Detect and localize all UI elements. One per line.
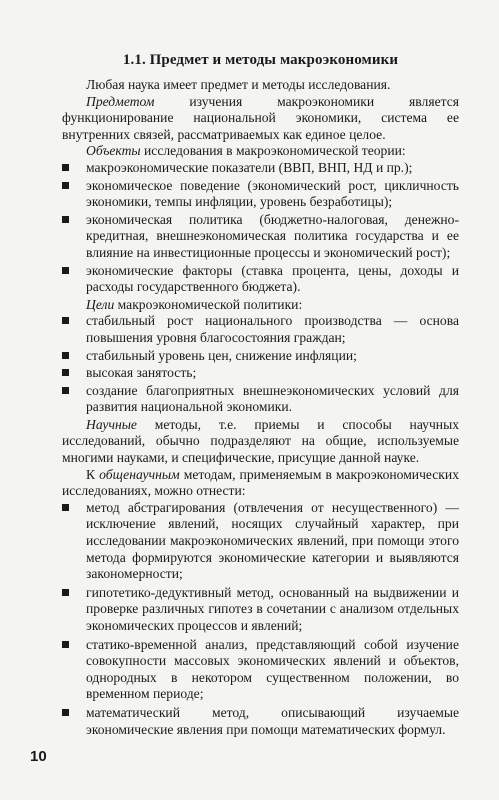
bullet-square-icon: [62, 317, 69, 324]
scientific-text: методы, т.е. приемы и способы научных исследований, обычно подразделяют на общие, используемые многими науками, и специфические, присущие данной науке.: [62, 416, 459, 466]
bullet-square-icon: [62, 267, 69, 274]
objects-list: [62, 160, 459, 296]
objects-paragraph: [62, 143, 459, 160]
section-title: 1.1. Предмет и методы макроэкономики: [122, 52, 399, 68]
list-item: гипотетико-дедуктивный метод, основанный на выдвижении и проверке различных гипотез в сочетании с анализом отдельных экономических процессов и явлений;: [62, 585, 459, 635]
goals-paragraph: [62, 297, 459, 314]
general-term: общенаучным: [99, 466, 180, 482]
bullet-square-icon: [62, 641, 69, 648]
objects-term: Объекты: [86, 143, 141, 159]
bullet-square-icon: [62, 589, 69, 596]
page-number: 10: [30, 748, 47, 765]
list-item: высокая занятость;: [62, 365, 459, 382]
scientific-term: Научные: [86, 416, 137, 432]
list-item: экономическое поведение (экономический рост, цикличность экономики, темпы инфляции, уровень безработицы);: [62, 178, 459, 211]
list-item: макроэкономические показатели (ВВП, ВНП, НД и пр.);: [62, 160, 459, 177]
bullet-square-icon: [62, 352, 69, 359]
subject-term: Предметом: [86, 93, 155, 109]
list-item: создание благоприятных внешнеэкономических условий для развития национальной экономики.: [62, 383, 459, 416]
general-paragraph: [62, 467, 459, 500]
bullet-square-icon: [62, 387, 69, 394]
bullet-square-icon: [62, 216, 69, 223]
subject-paragraph: [62, 94, 459, 144]
goals-list: [62, 313, 459, 416]
list-item: экономические факторы (ставка процента, цены, доходы и расходы государственного бюджета).: [62, 263, 459, 296]
list-item: стабильный рост национального производства — основа повышения уровня благосостояния граждан;: [62, 313, 459, 346]
bullet-square-icon: [62, 504, 69, 511]
intro-paragraph: Любая наука имеет предмет и методы исследования.: [86, 77, 391, 92]
goals-text: макроэкономической политики:: [114, 296, 303, 312]
scientific-paragraph: [62, 417, 459, 467]
general-text: методам, применяемым в макроэкономических исследованиях, можно отнести:: [62, 466, 459, 499]
general-methods-list: [62, 500, 459, 738]
general-lead: К: [86, 466, 100, 482]
list-item: экономическая политика (бюджетно-налоговая, денежно-кредитная, внешнеэкономическая политика государства и ее влияние на инвестиционные процессы и экономический рост);: [62, 212, 459, 262]
bullet-square-icon: [62, 182, 69, 189]
bullet-square-icon: [62, 369, 69, 376]
list-item: математический метод, описывающий изучаемые экономические явления при помощи математических формул.: [62, 705, 459, 738]
list-item: стабильный уровень цен, снижение инфляции;: [62, 348, 459, 365]
goals-term: Цели: [86, 296, 115, 312]
list-item: статико-временной анализ, представляющий собой изучение совокупности массовых экономических явлений и объектов, однородных в некотором существенном положении, во временном периоде;: [62, 637, 459, 703]
bullet-square-icon: [62, 164, 69, 171]
bullet-square-icon: [62, 709, 69, 716]
list-item: метод абстрагирования (отвлечения от несущественного) — исключение явлений, носящих случайный характер, при исследовании макроэкономических явлений, при помощи этого метода формируются экономические категории и выявляются закономерности;: [62, 500, 459, 583]
subject-text: изучения макроэкономики является функционирование национальной экономики, система ее внутренних связей, рассматриваемых как единое целое.: [62, 93, 459, 142]
objects-text: исследования в макроэкономической теории:: [140, 143, 406, 159]
